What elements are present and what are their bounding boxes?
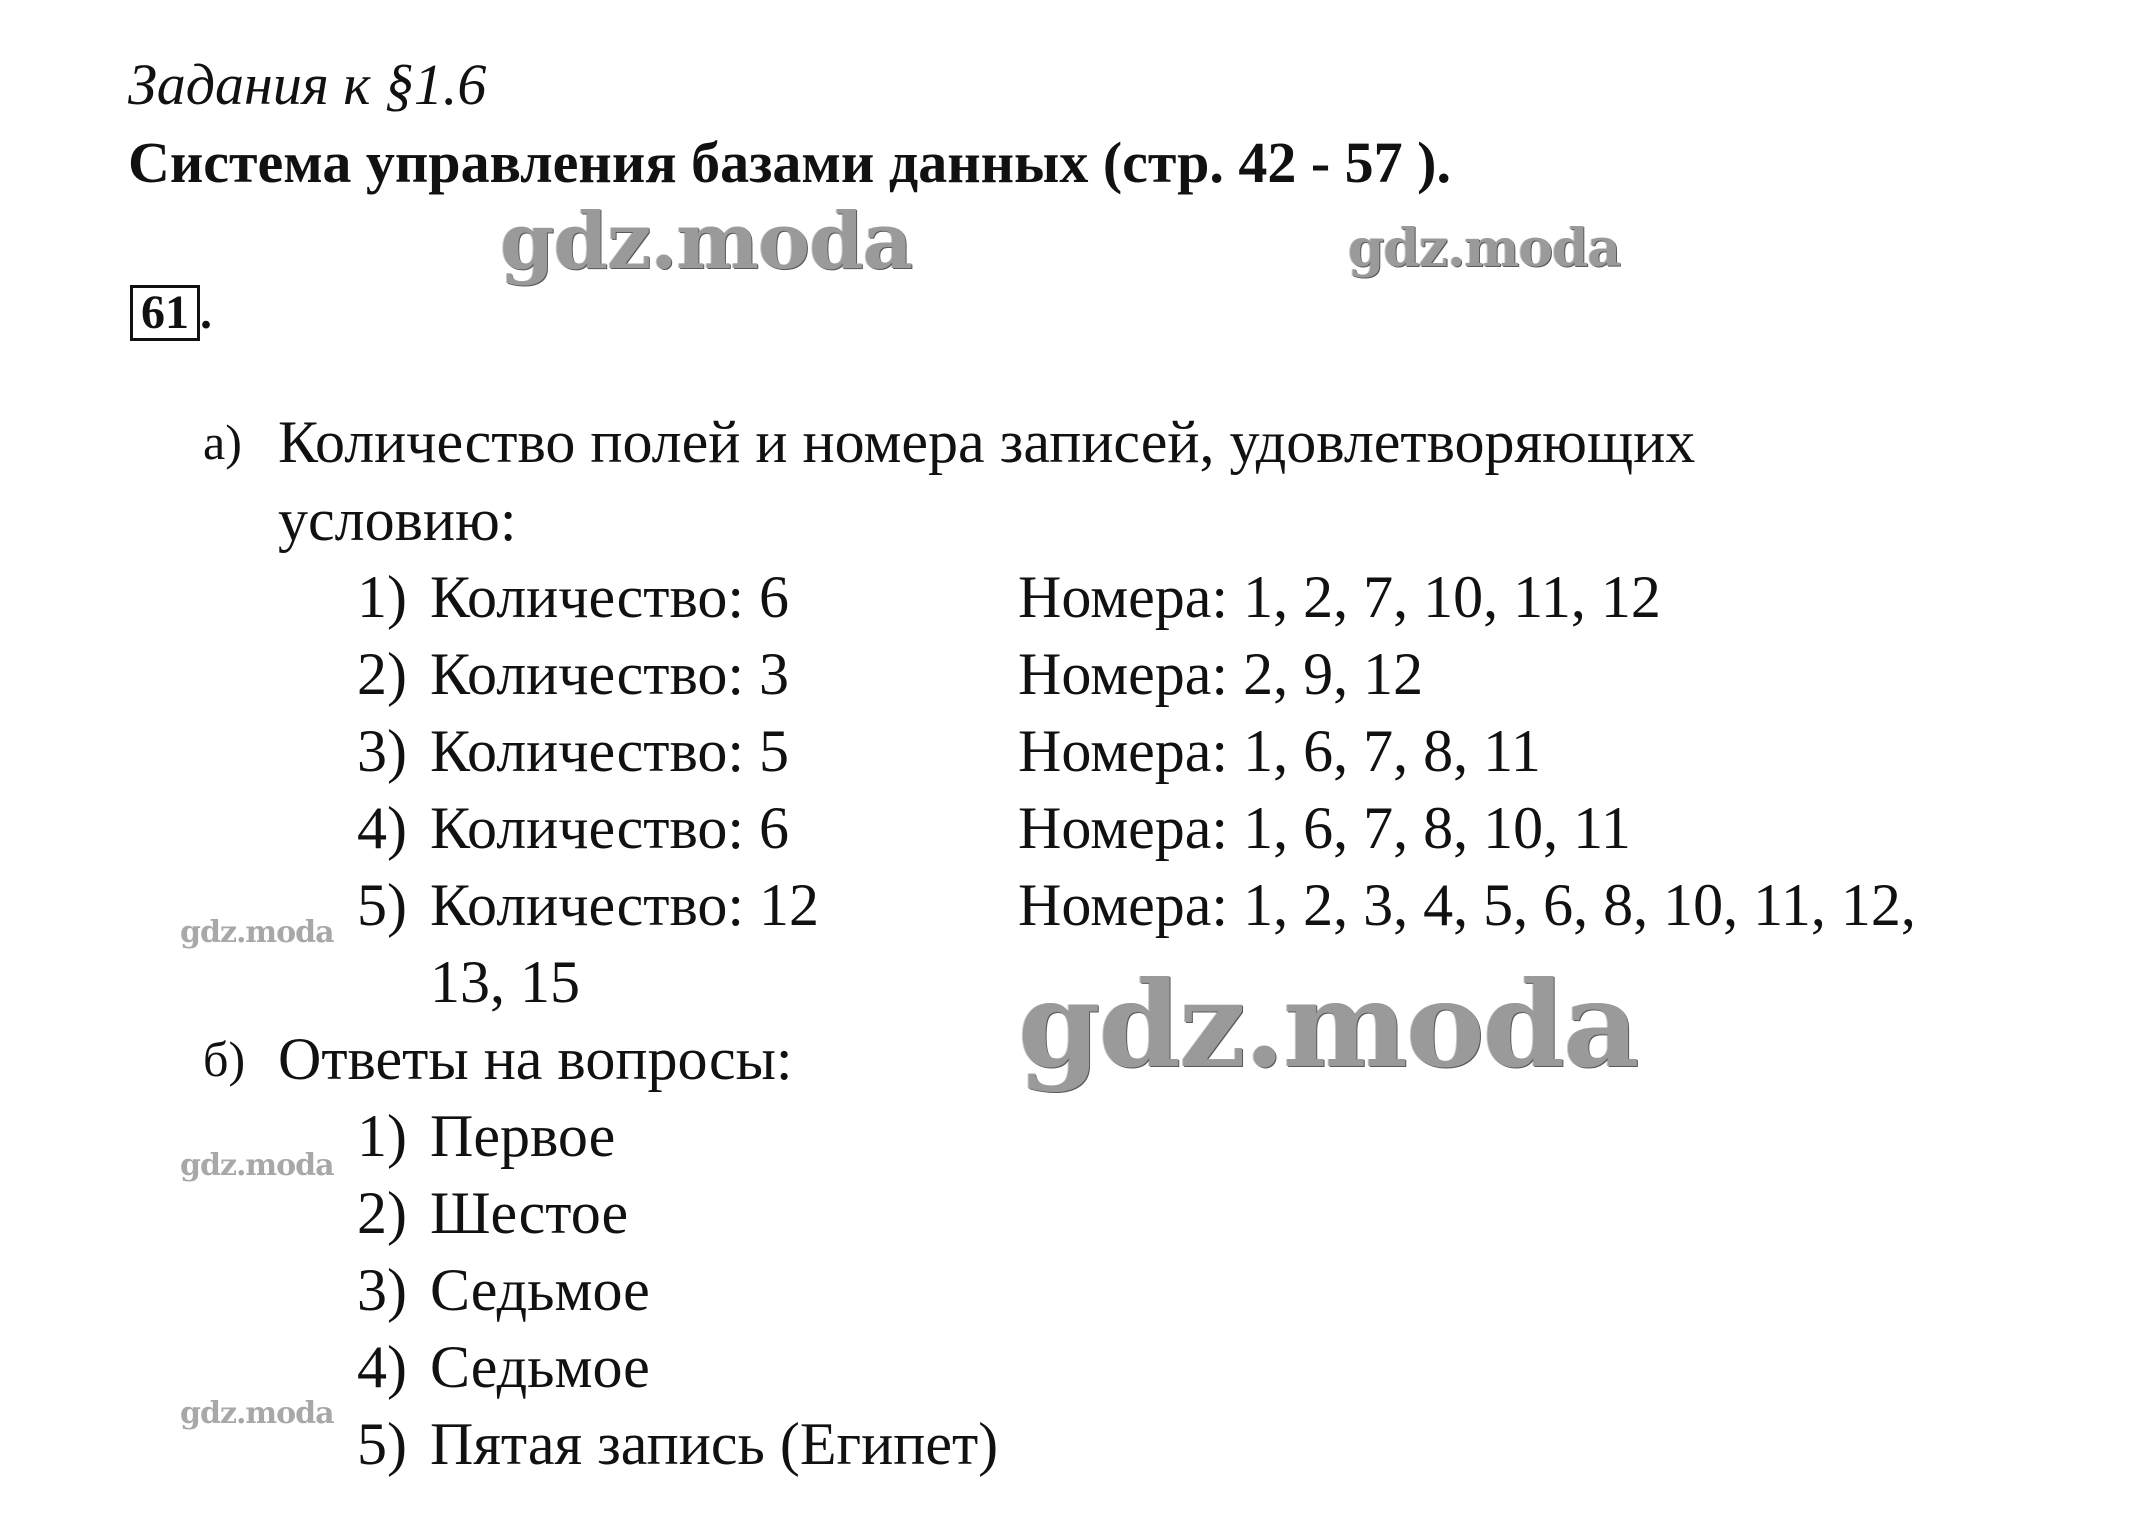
answer-a-2-records: Номера: 2, 9, 12 [1018, 641, 1424, 707]
answer-b-2-number: 2) [357, 1180, 407, 1246]
answer-b-5: Пятая запись (Египет) [430, 1411, 999, 1477]
watermark: gdz.moda [180, 915, 334, 950]
watermark: gdz.moda [180, 1396, 334, 1431]
answer-b-1-number: 1) [357, 1103, 407, 1169]
answer-b-3: Седьмое [430, 1257, 650, 1323]
answer-a-5-count: Количество: 12 [430, 872, 820, 938]
part-b-marker: б) [203, 1031, 246, 1087]
watermark: gdz.moda [1348, 218, 1621, 279]
answer-a-5-number: 5) [357, 872, 407, 938]
answer-a-2-count: Количество: 3 [430, 641, 790, 707]
answer-a-5-records: Номера: 1, 2, 3, 4, 5, 6, 8, 10, 11, 12, [1018, 872, 1916, 938]
answer-b-1: Первое [430, 1103, 616, 1169]
watermark: gdz.moda [500, 196, 913, 287]
task-number [130, 285, 212, 341]
answer-b-3-number: 3) [357, 1257, 407, 1323]
answer-a-4-count: Количество: 6 [430, 795, 790, 861]
answer-b-5-number: 5) [357, 1411, 407, 1477]
watermark: gdz.moda [1018, 955, 1638, 1094]
task-number-dot: . [200, 286, 212, 339]
part-a-marker: а) [203, 414, 242, 470]
page-title: Система управления базами данных (стр. 42 - 57 ). [128, 130, 1451, 195]
answer-a-3-count: Количество: 5 [430, 718, 790, 784]
answer-b-4-number: 4) [357, 1334, 407, 1400]
answer-b-2: Шестое [430, 1180, 629, 1246]
part-a-intro-cont: условию: [278, 487, 517, 553]
answer-a-1-count: Количество: 6 [430, 564, 790, 630]
answer-a-3-records: Номера: 1, 6, 7, 8, 11 [1018, 718, 1541, 784]
answer-a-2-number: 2) [357, 641, 407, 707]
part-b-intro: Ответы на вопросы: [278, 1026, 793, 1092]
answer-a-4-records: Номера: 1, 6, 7, 8, 10, 11 [1018, 795, 1631, 861]
part-a-intro: Количество полей и номера записей, удовлетворяющих [278, 409, 1696, 475]
answer-a-1-number: 1) [357, 564, 407, 630]
answer-a-4-number: 4) [357, 795, 407, 861]
answer-a-3-number: 3) [357, 718, 407, 784]
task-number-box: 61 [130, 285, 200, 341]
answer-a-5-records-cont: 13, 15 [430, 949, 580, 1015]
answer-a-1-records: Номера: 1, 2, 7, 10, 11, 12 [1018, 564, 1661, 630]
watermark: gdz.moda [180, 1148, 334, 1183]
section-subtitle: Задания к §1.6 [128, 52, 487, 117]
answer-b-4: Седьмое [430, 1334, 650, 1400]
